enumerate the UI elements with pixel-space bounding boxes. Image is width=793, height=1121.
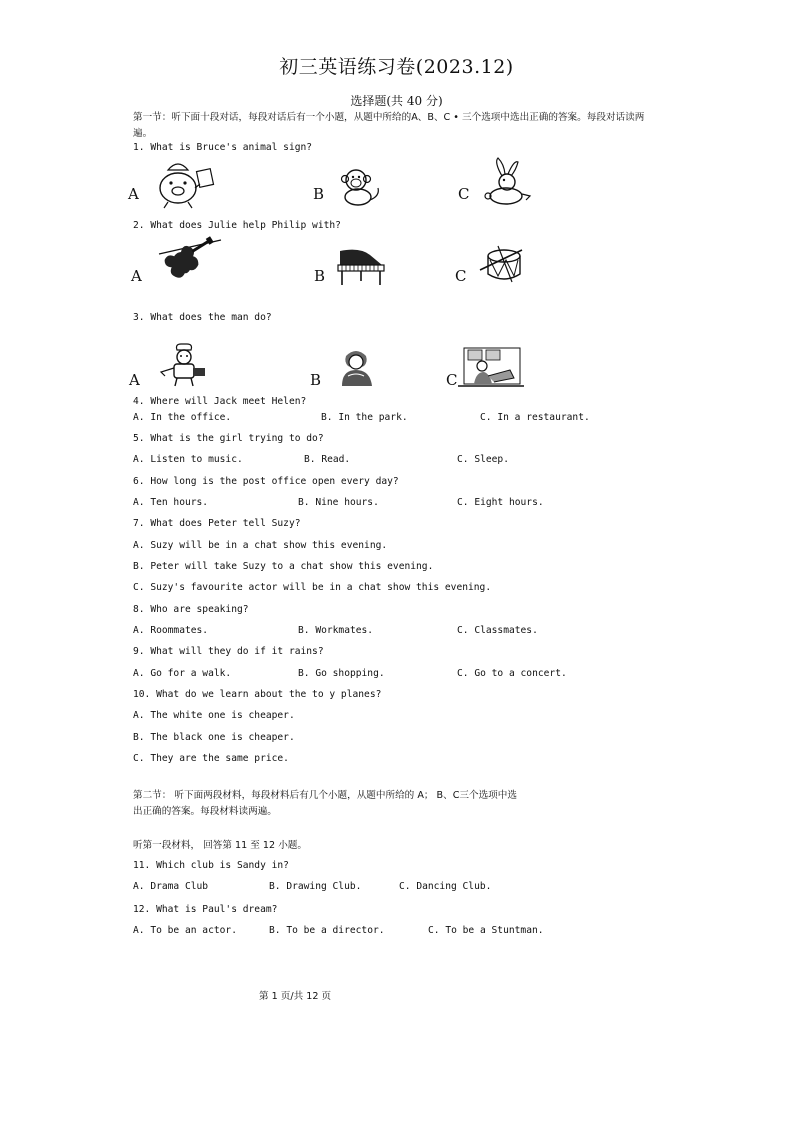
section1-instruction: 第一节：听下面十段对话，每段对话后有一个小题，从题中所给的A、B、C • 三个选项中选出正确的答案。每段对话读两 — [133, 112, 645, 123]
question-12: 12. What is Paul's dream? — [133, 904, 278, 915]
option-5a: A. Listen to music. — [133, 454, 243, 465]
option-2b-label: B — [314, 267, 326, 285]
option-5b: B. Read. — [304, 454, 351, 465]
question-6: 6. How long is the post office open every day? — [133, 476, 399, 487]
material-1-heading: 听第一段材料， 回答第 11 至 12 小题。 — [133, 840, 307, 851]
child-icon — [334, 346, 380, 390]
option-1c-label: C — [458, 185, 470, 203]
option-12b: B. To be a director. — [269, 925, 385, 936]
question-9: 9. What will they do if it rains? — [133, 646, 324, 657]
option-7a: A. Suzy will be in a chat show this evening. — [133, 540, 388, 551]
question-8: 8. Who are speaking? — [133, 604, 249, 615]
question-4: 4. Where will Jack meet Helen? — [133, 396, 307, 407]
option-11a: A. Drama Club — [133, 881, 209, 892]
option-12c: C. To be a Stuntman. — [428, 925, 544, 936]
option-3a-label: A — [129, 371, 140, 389]
rabbit-icon — [480, 158, 538, 206]
option-10b: B. The black one is cheaper. — [133, 732, 295, 743]
option-4c: C. In a restaurant. — [480, 412, 590, 423]
section2-instruction-cont: 出正确的答案。每段材料读两遍。 — [133, 806, 277, 817]
question-10: 10. What do we learn about the to y planes? — [133, 689, 382, 700]
piano-icon — [336, 247, 386, 287]
option-9a: A. Go for a walk. — [133, 668, 232, 679]
question-1: 1. What is Bruce's animal sign? — [133, 142, 313, 153]
section2-instruction: 第二节： 听下面两段材料，每段材料后有几个小题，从题中所给的 A； B、C三个选项中选 — [133, 790, 517, 801]
drum-icon — [478, 244, 528, 286]
option-8c: C. Classmates. — [457, 625, 538, 636]
section-heading: 选择题(共 40 分) — [350, 94, 443, 108]
monkey-icon — [336, 166, 384, 206]
option-9b: B. Go shopping. — [298, 668, 385, 679]
section1-instruction-cont: 遍。 — [133, 128, 153, 139]
option-10a: A. The white one is cheaper. — [133, 710, 295, 721]
option-4b: B. In the park. — [321, 412, 408, 423]
option-6c: C. Eight hours. — [457, 497, 544, 508]
option-6a: A. Ten hours. — [133, 497, 209, 508]
option-8a: A. Roommates. — [133, 625, 209, 636]
office-worker-icon — [458, 342, 524, 388]
option-2a-label: A — [131, 267, 142, 285]
option-9c: C. Go to a concert. — [457, 668, 567, 679]
option-8b: B. Workmates. — [298, 625, 374, 636]
option-7c: C. Suzy's favourite actor will be in a chat show this evening. — [133, 582, 492, 593]
option-6b: B. Nine hours. — [298, 497, 379, 508]
chef-icon — [157, 342, 211, 388]
option-4a: A. In the office. — [133, 412, 232, 423]
question-11: 11. Which club is Sandy in? — [133, 860, 289, 871]
option-3c-label: C — [446, 371, 458, 389]
option-10c: C. They are the same price. — [133, 753, 289, 764]
page-number: 第 1 页/共 12 页 — [259, 991, 332, 1002]
violin-icon — [155, 236, 227, 282]
question-7: 7. What does Peter tell Suzy? — [133, 518, 301, 529]
option-5c: C. Sleep. — [457, 454, 509, 465]
option-3b-label: B — [310, 371, 322, 389]
option-11c: C. Dancing Club. — [399, 881, 492, 892]
question-5: 5. What is the girl trying to do? — [133, 433, 324, 444]
option-12a: A. To be an actor. — [133, 925, 237, 936]
question-3: 3. What does the man do? — [133, 312, 272, 323]
option-7b: B. Peter will take Suzy to a chat show this evening. — [133, 561, 434, 572]
option-1b-label: B — [313, 185, 325, 203]
option-1a-label: A — [128, 185, 139, 203]
pig-chef-icon — [150, 158, 220, 210]
page-title: 初三英语练习卷(2023.12) — [279, 56, 514, 78]
option-2c-label: C — [455, 267, 467, 285]
question-2: 2. What does Julie help Philip with? — [133, 220, 341, 231]
option-11b: B. Drawing Club. — [269, 881, 362, 892]
